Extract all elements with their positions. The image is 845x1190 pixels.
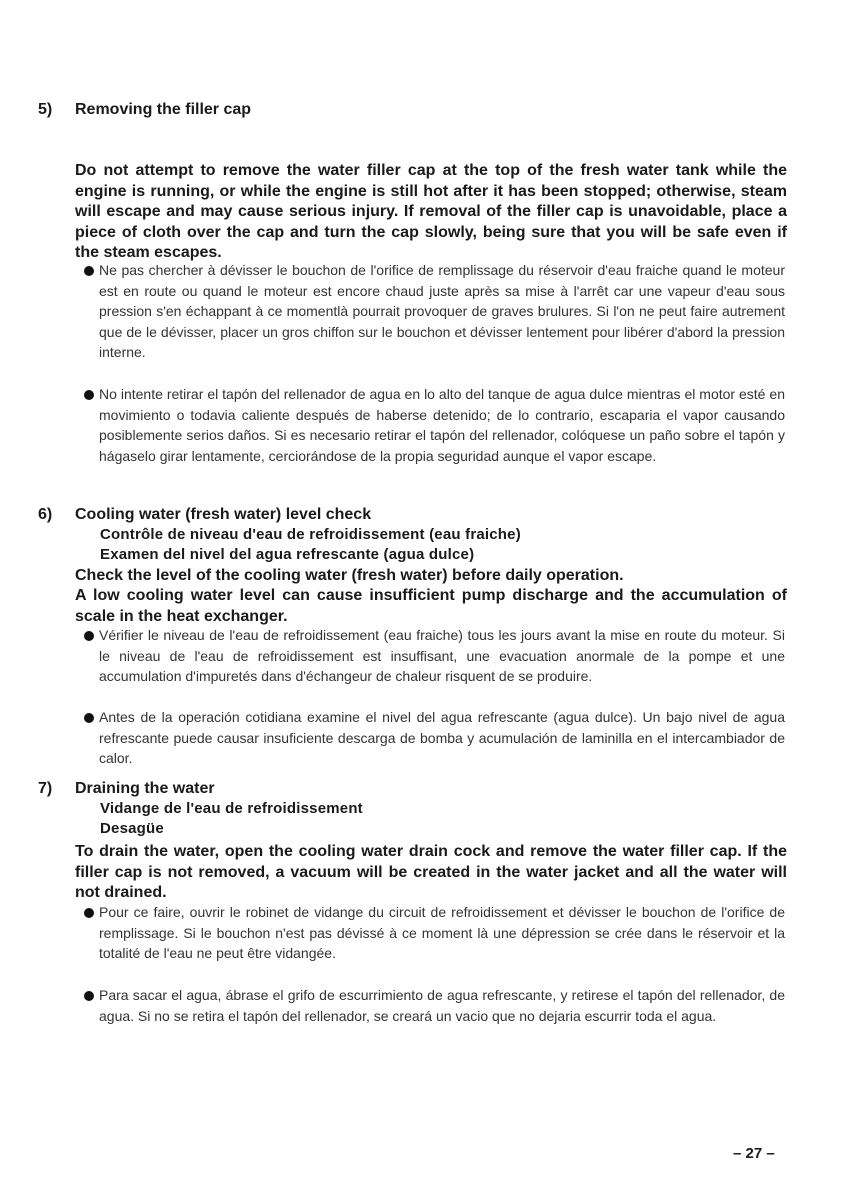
bullet-dot-icon [84, 631, 94, 641]
bullet-dot-icon [84, 713, 94, 723]
section-title: Draining the water [75, 780, 215, 797]
bullet-dot-icon [84, 991, 94, 1001]
bullet-text: Vérifier le niveau de l'eau de refroidissement (eau fraiche) tous les jours avant la mise en route du moteur. Si le niveau de l'eau de refroidissement est insuffisant, une evacuation anormale de la pompe et une accumulation d'impuretés dans d'échangeur de chaleur risquent de se produire. [99, 627, 785, 685]
section-5-bullet-spanish [87, 384, 785, 466]
section-6-bullet-french [87, 625, 785, 687]
bullet-text: Ne pas chercher à dévisser le bouchon de l'orifice de remplissage du réservoir d'eau fraiche quand le moteur est en route ou quand le moteur est encore chaud juste après sa mise à l'arrêt car une vapeur d'eau sous pression s'en échappant à ce momentlà pourrait provoquer de graves brulures. Si l'on ne peut faire autrement que de le dévisser, placer un gros chiffon sur le bouchon et dévisser lentement pour libérer d'abord la pression interne. [99, 262, 785, 361]
section-6-english-paragraph: A low cooling water level can cause insufficient pump discharge and the accumulation of scale in the heat exchanger. [75, 587, 787, 625]
bullet-text: Pour ce faire, ouvrir le robinet de vidange du circuit de refroidissement et dévisser le bouchon de l'orifice de remplissage. Si le bouchon n'est pas dévissé à ce moment là une dépression se crée dans le réservoir et la totalité de l'eau ne peut être vidangée. [99, 904, 785, 962]
section-6-subtitle-french: Contrôle de niveau d'eau de refroidissement (eau fraiche) [100, 526, 521, 543]
section-title: Removing the filler cap [75, 101, 252, 118]
section-number: 5) [38, 101, 53, 118]
section-number: 7) [38, 780, 53, 797]
section-6-bullet-spanish [87, 707, 785, 769]
page-number: – 27 – [733, 1145, 775, 1162]
bullet-dot-icon [84, 390, 94, 400]
section-5-bullet-french [87, 260, 785, 363]
section-title: Cooling water (fresh water) level check [75, 506, 372, 523]
section-number: 6) [38, 506, 53, 523]
section-7-bullet-spanish [87, 985, 785, 1026]
bullet-dot-icon [84, 266, 94, 276]
bullet-text: Para sacar el agua, ábrase el grifo de escurrimiento de agua refrescante, y retirese el tapón del rellenador, de agua. Si no se retira el tapón del rellenador, se creará un vacio que no dejaria escurrir toda el agua. [99, 987, 785, 1024]
section-5-english-paragraph: Do not attempt to remove the water filler cap at the top of the fresh water tank while the engine is running, or while the engine is still hot after it has been stopped; otherwise, steam will escape and may cause serious injury. If removal of the filler cap is unavoidable, place a piece of cloth over the cap and turn the cap slowly, being sure that you will be safe even if the steam escapes. [75, 162, 787, 261]
bullet-dot-icon [84, 908, 94, 918]
section-7-bullet-french [87, 902, 785, 964]
section-6-subtitle-spanish: Examen del nivel del agua refrescante (agua dulce) [100, 546, 475, 563]
section-7-subtitle-spanish: Desagüe [100, 820, 164, 837]
section-7-subtitle-french: Vidange de l'eau de refroidissement [100, 800, 363, 817]
section-7-english-paragraph: To drain the water, open the cooling water drain cock and remove the water filler cap. If the filler cap is not removed, a vacuum will be created in the water jacket and all the water will not drained. [75, 843, 787, 901]
section-6-english-line: Check the level of the cooling water (fresh water) before daily operation. [75, 567, 624, 584]
bullet-text: No intente retirar el tapón del rellenador de agua en lo alto del tanque de agua dulce mientras el motor esté en movimiento o todavia caliente después de haberse detenido; de lo contrario, escaparia el vapor causando posiblemente serios daños. Si es necesario retirar el tapón del rellenador, colóquese un paño sobre el tapón y hágaselo girar lentamente, cerciorándose de la propia seguridad aunque el vapor escape. [99, 386, 785, 464]
bullet-text: Antes de la operación cotidiana examine el nivel del agua refrescante (agua dulce). Un bajo nivel de agua refrescante puede causar insuficiente descarga de bomba y acumulación de laminilla en el intercambiador de calor. [99, 709, 785, 767]
